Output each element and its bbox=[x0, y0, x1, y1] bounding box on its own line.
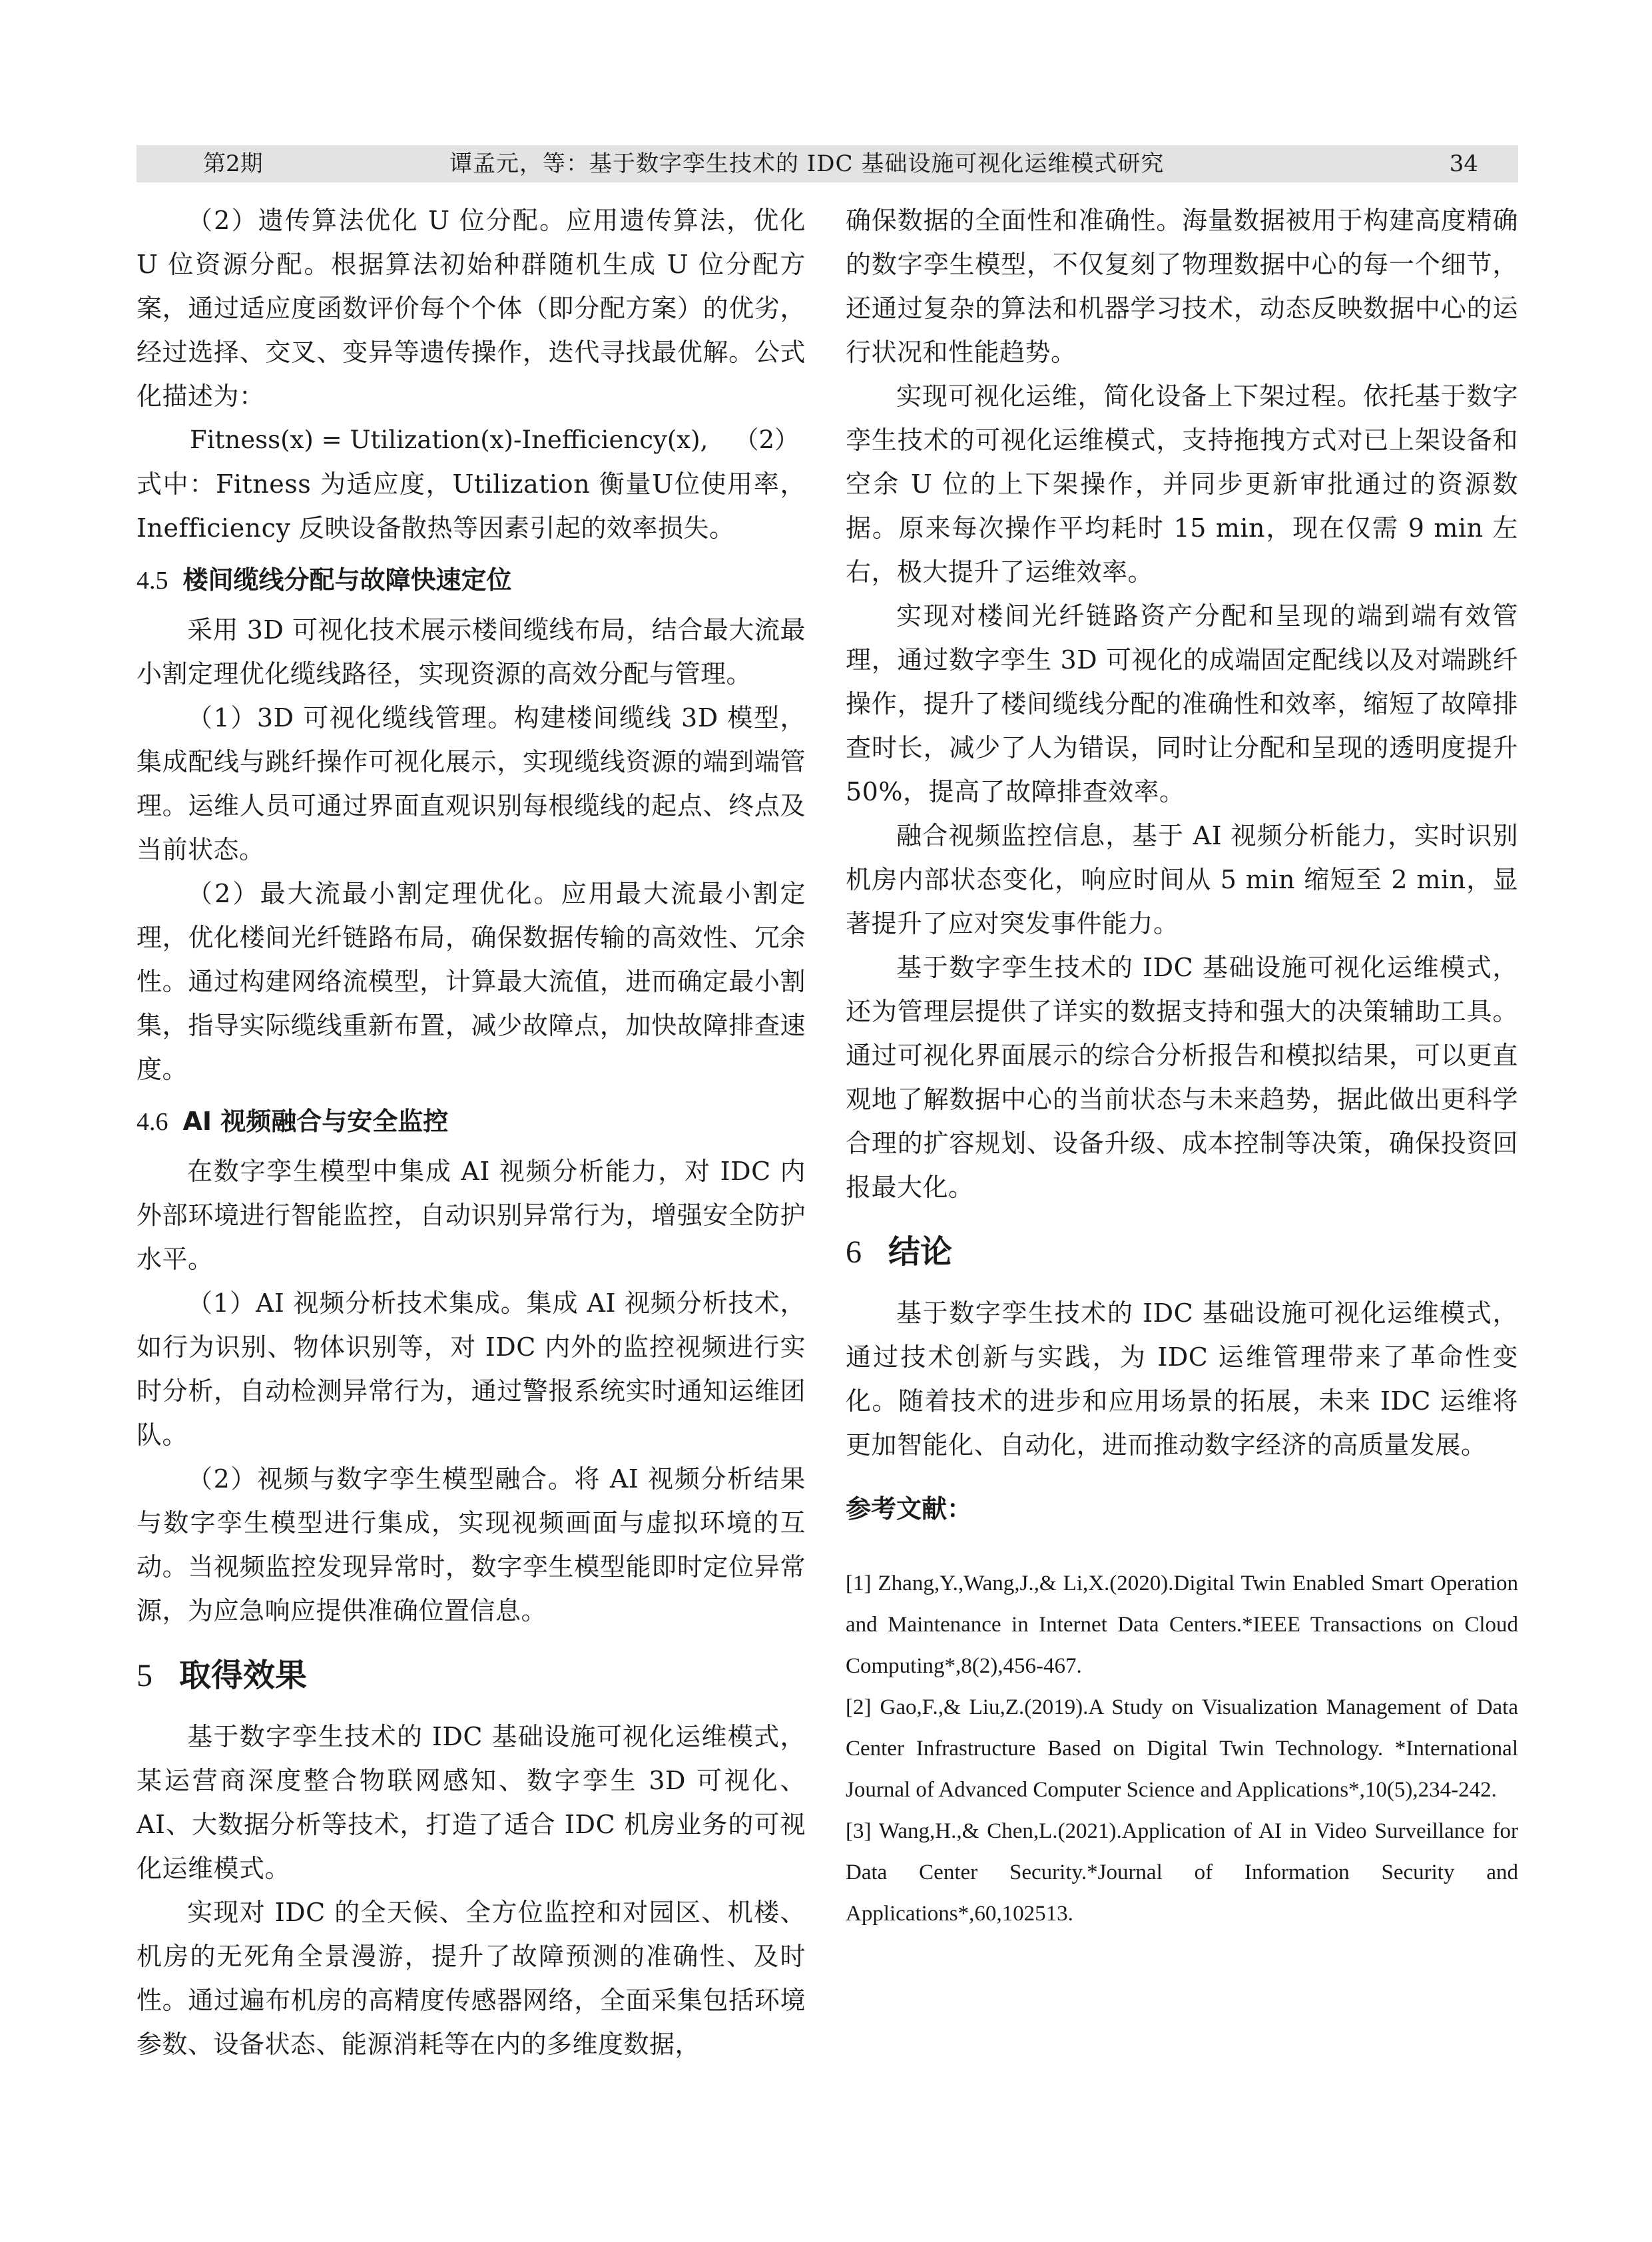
paragraph: 实现对 IDC 的全天候、全方位监控和对园区、机楼、机房的无死角全景漫游，提升了故障预测的准确性、及时性。通过遍布机房的高精度传感器网络，全面采集包括环境参数、设备状态、能源消耗等在内的多维度数据， bbox=[137, 1898, 806, 2059]
section-title: 结论 bbox=[888, 1233, 953, 1270]
paragraph: 基于数字孪生技术的 IDC 基础设施可视化运维模式，某运营商深度整合物联网感知、数字孪生 3D 可视化、AI、大数据分析等技术，打造了适合 IDC 机房业务的可视化运维模式。 bbox=[137, 1722, 806, 1883]
issue-number: 第2期 bbox=[203, 150, 263, 177]
section-title: 楼间缆线分配与故障快速定位 bbox=[182, 565, 512, 595]
section-number: 5 bbox=[137, 1658, 152, 1693]
section-heading-4-6 bbox=[137, 1098, 806, 1145]
paragraph: （1）AI 视频分析技术集成。集成 AI 视频分析技术，如行为识别、物体识别等，对 IDC 内外的监控视频进行实时分析，自动检测异常行为，通过警报系统实时通知运维团队。 bbox=[137, 1288, 806, 1450]
paragraph: 实现对楼间光纤链路资产分配和呈现的端到端有效管理，通过数字孪生 3D 可视化的成端固定配线以及对端跳纤操作，提升了楼间缆线分配的准确性和效率，缩短了故障排查时长，减少了人为错误，同时让分配和呈现的透明度提升 50%，提高了故障排查效率。 bbox=[846, 601, 1518, 806]
section-heading-5 bbox=[137, 1649, 806, 1703]
paragraph: 采用 3D 可视化技术展示楼间缆线布局，结合最大流最小割定理优化缆线路径，实现资源的高效分配与管理。 bbox=[137, 615, 806, 689]
page-number: 34 bbox=[1449, 150, 1478, 177]
section-title: 取得效果 bbox=[179, 1657, 308, 1694]
section-number: 4.5 bbox=[137, 567, 168, 595]
section-title: AI 视频融合与安全监控 bbox=[182, 1107, 449, 1136]
section-heading-4-5 bbox=[137, 557, 806, 604]
paragraph: （2）视频与数字孪生模型融合。将 AI 视频分析结果与数字孪生模型进行集成，实现视频画面与虚拟环境的互动。当视频监控发现异常时，数字孪生模型能即时定位异常源，为应急响应提供准确位置信息。 bbox=[137, 1464, 806, 1625]
running-header bbox=[137, 145, 1518, 182]
paragraph: 式中：Fitness 为适应度，Utilization 衡量U位使用率，Inefficiency 反映设备散热等因素引起的效率损失。 bbox=[137, 469, 806, 543]
formula-text: Fitness(x) = Utilization(x)-Inefficiency(x), bbox=[190, 425, 708, 454]
references-heading: 参考文献： bbox=[846, 1494, 973, 1524]
paragraph: （2）最大流最小割定理优化。应用最大流最小割定理，优化楼间光纤链路布局，确保数据传输的高效性、冗余性。通过构建网络流模型，计算最大流值，进而确定最小割集，指导实际缆线重新布置，减少故障点，加快故障排查速度。 bbox=[137, 879, 806, 1084]
paragraph: 基于数字孪生技术的 IDC 基础设施可视化运维模式，通过技术创新与实践，为 IDC 运维管理带来了革命性变化。随着技术的进步和应用场景的拓展，未来 IDC 运维将更加智能化、自动化，进而推动数字经济的高质量发展。 bbox=[846, 1298, 1518, 1460]
section-heading-6 bbox=[846, 1225, 1518, 1279]
formula-number: （2） bbox=[734, 425, 799, 454]
running-title: 谭孟元，等：基于数字孪生技术的 IDC 基础设施可视化运维模式研究 bbox=[449, 150, 1165, 177]
right-column bbox=[846, 198, 1518, 1934]
reference-item: [3] Wang,H.,& Chen,L.(2021).Application of AI in Video Surveillance for Data Center Security.*Journal of Information Security and Applications*,60,102513. bbox=[846, 1819, 1518, 1926]
formula-2 bbox=[137, 418, 806, 462]
reference-item: [1] Zhang,Y.,Wang,J.,& Li,X.(2020).Digital Twin Enabled Smart Operation and Maintenance in Internet Data Centers.*IEEE Transactions on Cloud Computing*,8(2),456-467. bbox=[846, 1571, 1518, 1678]
paragraph: 融合视频监控信息，基于 AI 视频分析能力，实时识别机房内部状态变化，响应时间从 5 min 缩短至 2 min，显著提升了应对突发事件能力。 bbox=[846, 821, 1518, 938]
section-number: 4.6 bbox=[137, 1108, 168, 1136]
paragraph: 确保数据的全面性和准确性。海量数据被用于构建高度精确的数字孪生模型，不仅复刻了物理数据中心的每一个细节，还通过复杂的算法和机器学习技术，动态反映数据中心的运行状况和性能趋势。 bbox=[846, 206, 1518, 367]
paragraph: （2）遗传算法优化 U 位分配。应用遗传算法，优化 U 位资源分配。根据算法初始种群随机生成 U 位分配方案，通过适应度函数评价每个个体（即分配方案）的优劣，经过选择、交叉、变异等遗传操作，迭代寻找最优解。公式化描述为： bbox=[137, 206, 806, 411]
left-column bbox=[137, 198, 806, 2066]
section-number: 6 bbox=[846, 1235, 862, 1270]
paragraph: 在数字孪生模型中集成 AI 视频分析能力，对 IDC 内外部环境进行智能监控，自动识别异常行为，增强安全防护水平。 bbox=[137, 1157, 806, 1274]
reference-item: [2] Gao,F.,& Liu,Z.(2019).A Study on Visualization Management of Data Center Infrastructure Based on Digital Twin Technology. *International Journal of Advanced Computer Science and Applications*,10(5),234-242. bbox=[846, 1695, 1518, 1802]
paragraph: 基于数字孪生技术的 IDC 基础设施可视化运维模式，还为管理层提供了详实的数据支持和强大的决策辅助工具。通过可视化界面展示的综合分析报告和模拟结果，可以更直观地了解数据中心的当前状态与未来趋势，据此做出更科学合理的扩容规划、设备升级、成本控制等决策，确保投资回报最大化。 bbox=[846, 953, 1518, 1202]
paragraph: 实现可视化运维，简化设备上下架过程。依托基于数字孪生技术的可视化运维模式，支持拖拽方式对已上架设备和空余 U 位的上下架操作，并同步更新审批通过的资源数据。原来每次操作平均耗时 15 min，现在仅需 9 min 左右，极大提升了运维效率。 bbox=[846, 382, 1518, 587]
paragraph: （1）3D 可视化缆线管理。构建楼间缆线 3D 模型，集成配线与跳纤操作可视化展示，实现缆线资源的端到端管理。运维人员可通过界面直观识别每根缆线的起点、终点及当前状态。 bbox=[137, 703, 806, 864]
